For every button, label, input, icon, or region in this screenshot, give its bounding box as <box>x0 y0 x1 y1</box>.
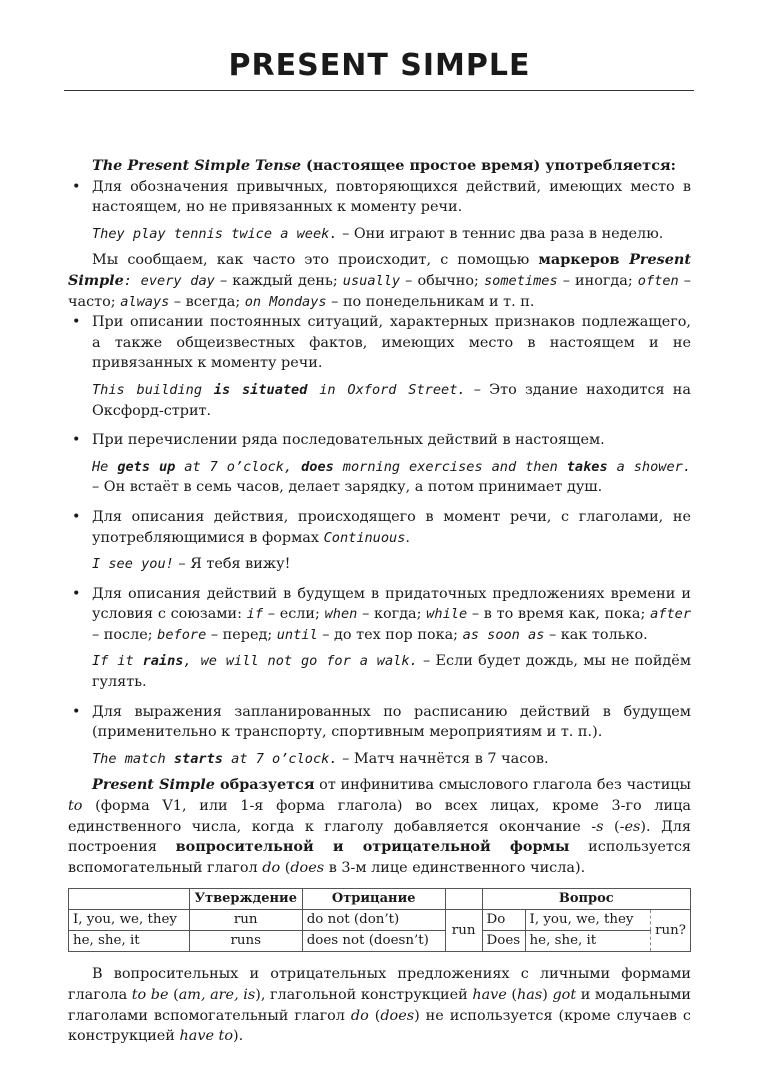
page-title: PRESENT SIMPLE <box>228 48 531 83</box>
bullet-future-clauses: • Для описания действий в будущем в придаточных предложениях времени и условия с союзами: if – если; when – когда; while – в то время как, пока; after – после; before – перед; until – до тех пор пока; as soon as – как только. <box>68 584 691 646</box>
table-cell-affirmative: runs <box>189 931 302 952</box>
table-cell-negative: does not (doesn’t) <box>302 931 445 952</box>
bullet-stative: • Для описания действия, происходящего в момент речи, с глаголами, не употребляющимися в формах Continuous. <box>68 507 691 548</box>
intro-text: (настоящее простое время) употребляется: <box>301 157 676 174</box>
table-cell-aux: Do <box>482 910 525 931</box>
table-row <box>69 910 691 931</box>
page-content <box>68 156 691 1047</box>
table-header-blank <box>445 889 482 910</box>
example-en: They play tennis twice a week. <box>92 225 338 242</box>
table-cell-question-subject: he, she, it <box>525 931 651 952</box>
bullet-schedule: • Для выражения запланированных по расписанию действий в будущем (применительно к транспорту, спортивным мероприятиям и т. п.). <box>68 702 691 743</box>
table-cell-aux: Does <box>482 931 525 952</box>
table-cell-affirmative: run <box>189 910 302 931</box>
table-cell-negative: do not (don’t) <box>302 910 445 931</box>
markers-paragraph: Мы сообщаем, как часто это происходит, с помощью маркеров Present Simple: every day – каждый день; usually – обычно; sometimes – иногда; often – часто; always – всегда; on Mondays – по понедельникам и т. п. <box>68 251 691 310</box>
table-cell-question-subject: I, you, we, they <box>525 910 651 931</box>
bullet-permanent: • При описании постоянных ситуаций, характерных признаков подлежащего, а также общеизвестных фактов, имеющих место в настоящем и не привязанных к моменту речи. <box>68 312 691 374</box>
table-row <box>69 931 691 952</box>
formation-paragraph: Present Simple образуется от инфинитива смыслового глагола без частицы to (форма V1, или 1-я форма глагола) во всех лицах, кроме 3-го лица единственного числа, когда к глаголу добавляется окончание -s (-es). Для построения вопросительной и отрицательной формы используется вспомогательный глагол do (does в 3-м лице единственного числа). <box>68 776 691 876</box>
final-paragraph: В вопросительных и отрицательных предложениях с личными формами глагола to be (am, are, is), глагольной конструкцией have (has) got и модальными глаголами вспомогательный глагол do (does) не используется (кроме случаев с конструкцией have to). <box>68 966 691 1045</box>
table-cell-subject: I, you, we, they <box>69 910 190 931</box>
table-cell-subject: he, she, it <box>69 931 190 952</box>
example-permanent: This building is situated in Oxford Street. – Это здание находится на Оксфорд-стрит. <box>92 381 691 419</box>
table-cell-run: run <box>445 910 482 952</box>
table-header-row <box>69 889 691 910</box>
table-header-question: Вопрос <box>482 889 690 910</box>
example-stative: I see you! – Я тебя вижу! <box>92 556 291 573</box>
example-ru: – Они играют в теннис два раза в неделю. <box>337 225 664 242</box>
bullet-text: Для обозначения привычных, повторяющихся действий, имеющих место в настоящем, но не привязанных к моменту речи. <box>92 178 691 216</box>
term: The Present Simple Tense <box>92 157 301 174</box>
title-rule <box>64 90 694 91</box>
intro-paragraph <box>68 156 691 177</box>
table-header-negative: Отрицание <box>302 889 445 910</box>
bullet-sequence: • При перечислении ряда последовательных действий в настоящем. <box>68 430 691 451</box>
bullet-habitual <box>68 177 691 218</box>
example-sequence: He gets up at 7 o’clock, does morning exercises and then takes a shower. – Он встаёт в семь часов, делает зарядку, а потом принимает душ. <box>92 458 692 496</box>
example-schedule: The match starts at 7 o’clock. – Матч начнётся в 7 часов. <box>92 750 549 767</box>
table-cell-question-verb: run? <box>651 910 691 952</box>
example-future-clauses: If it rains, we will not go for a walk. – Если будет дождь, мы не пойдём гулять. <box>92 653 692 691</box>
table-header-empty <box>69 889 190 910</box>
example-habitual <box>68 224 691 245</box>
forms-table <box>68 888 691 952</box>
table-header-affirmative: Утверждение <box>189 889 302 910</box>
